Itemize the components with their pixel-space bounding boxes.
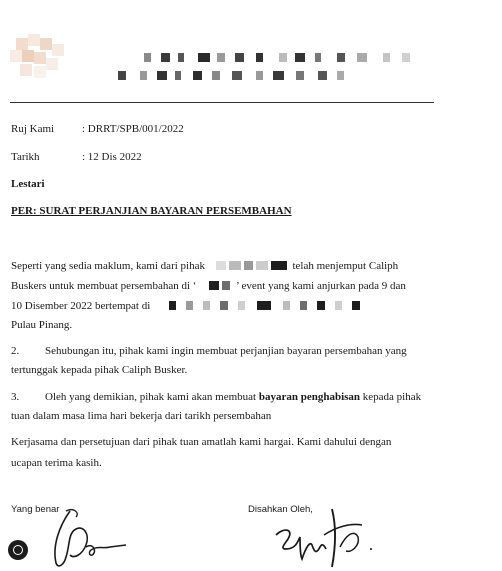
- redacted-organizer: [216, 260, 293, 272]
- para2-line1: Sehubungan itu, pihak kami ingin membuat perjanjian bayaran persembahan yang: [45, 345, 407, 357]
- para3-bold-phrase: bayaran penghabisan: [258, 391, 361, 403]
- header-divider: [10, 102, 434, 103]
- sign-left-label: Yang benar: [11, 504, 60, 515]
- para2-line2: tertunggak kepada pihak Caliph Busker.: [11, 364, 188, 376]
- instagram-icon[interactable]: [8, 540, 28, 560]
- redacted-letterhead-line-2: [118, 71, 344, 80]
- recipient: Lestari: [11, 178, 45, 190]
- subject-line: PER: SURAT PERJANJIAN BAYARAN PERSEMBAHAN: [11, 205, 292, 217]
- para1-text-a: Seperti yang sedia maklum, kami dari pihak: [11, 260, 205, 272]
- instagram-ring-icon: [13, 545, 23, 555]
- para1-line1: [11, 259, 398, 273]
- redacted-event-name: [209, 280, 236, 292]
- tarikh-value: : 12 Dis 2022: [82, 151, 142, 163]
- para1-text-d: ’ event yang kami anjurkan pada 9 dan: [235, 280, 406, 292]
- para4-line2: ucapan terima kasih.: [11, 457, 102, 469]
- para3-line2: tuan dalam masa lima hari bekerja dari tarikh persembahan: [11, 410, 272, 422]
- sign-right-label: Disahkan Oleh,: [248, 504, 313, 515]
- signature-left: [30, 505, 140, 571]
- para3-text-a: Oleh yang demikian, pihak kami akan membuat: [45, 391, 257, 403]
- signature-right: [270, 505, 390, 571]
- para3-text-b: kepada pihak: [362, 391, 422, 403]
- tarikh-label: Tarikh: [11, 151, 40, 163]
- para1-text-b: telah menjemput Caliph: [292, 260, 399, 272]
- ruj-label: Ruj Kami: [11, 123, 55, 135]
- para3-line1: [45, 390, 421, 404]
- para3-number: 3.: [11, 391, 20, 403]
- para1-text-c: Buskers untuk membuat persembahan di ‘: [11, 280, 197, 292]
- para1-line3: [11, 299, 363, 313]
- para1-line2: [11, 279, 406, 293]
- ruj-value: : DRRT/SPB/001/2022: [82, 123, 184, 135]
- redacted-venue: [169, 300, 363, 312]
- para2-number: 2.: [11, 345, 20, 357]
- redacted-letterhead-line-1: [144, 53, 410, 62]
- blurred-logo: [8, 30, 70, 82]
- para1-line4: Pulau Pinang.: [11, 319, 73, 331]
- para4-line1: Kerjasama dan persetujuan dari pihak tuan amatlah kami hargai. Kami dahului dengan: [11, 436, 392, 448]
- para1-text-e: 10 Disember 2022 bertempat di: [11, 300, 151, 312]
